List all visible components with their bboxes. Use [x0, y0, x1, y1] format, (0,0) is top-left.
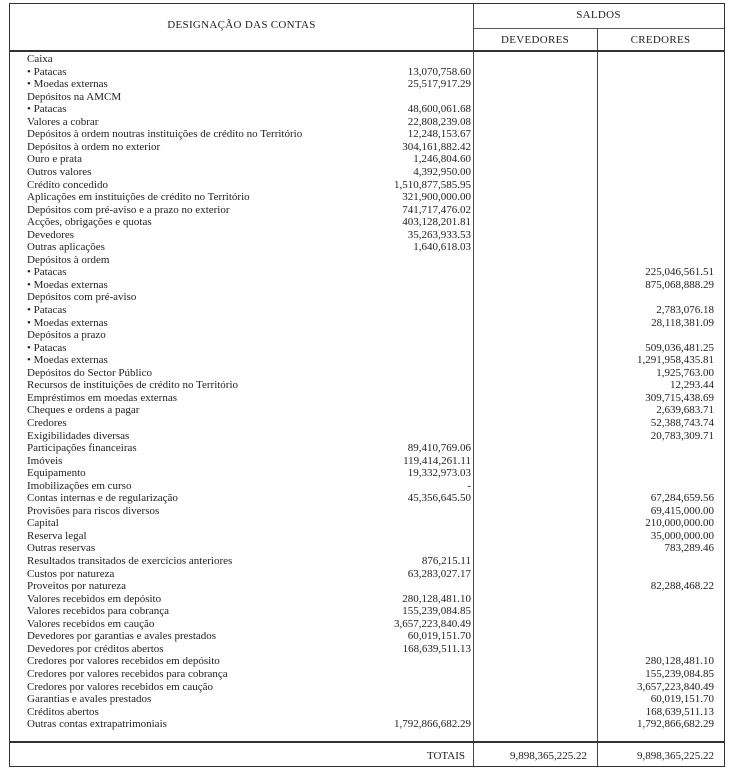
account-label: Exigibilidades diversas — [27, 429, 130, 442]
balance-table — [9, 3, 725, 767]
table-row — [10, 467, 724, 480]
account-label: Outras reservas — [27, 542, 96, 555]
credores-value: 2,639,683.71 — [656, 404, 714, 417]
header-devedores: DEVEDORES — [500, 34, 570, 46]
account-label: Depósitos à ordem no exterior — [27, 140, 161, 153]
account-label: • Patacas — [27, 103, 67, 116]
devedores-value: 155,239,084.85 — [402, 605, 471, 618]
devedores-value: 25,517,917.29 — [407, 78, 471, 91]
credores-value: 1,925,763.00 — [656, 366, 714, 379]
account-label: Caixa — [27, 53, 53, 65]
account-label: Capital — [27, 517, 59, 530]
credores-value: 2,783,076.18 — [656, 304, 714, 316]
devedores-value: 119,414,261.11 — [403, 454, 471, 467]
table-row — [10, 430, 724, 443]
table-row — [10, 116, 724, 129]
account-label: Depósitos à ordem noutras instituições de crédito no Território — [27, 128, 303, 141]
table-row — [10, 530, 724, 543]
account-label: Empréstimos em moedas externas — [27, 391, 177, 404]
credores-value: 783,289.46 — [664, 542, 714, 555]
table-row — [10, 367, 724, 380]
credores-value: 155,239,084.85 — [645, 667, 714, 680]
header-divider — [10, 50, 724, 52]
table-row — [10, 141, 724, 154]
credores-value: 509,036,481.25 — [645, 341, 714, 354]
credores-value: 168,639,511.13 — [645, 705, 714, 718]
account-label: Valores recebidos para cobrança — [27, 605, 170, 618]
totals-credores: 9,898,365,225.22 — [637, 750, 714, 762]
account-label: Ouro e prata — [27, 153, 82, 166]
table-row — [10, 542, 724, 555]
account-label: Provisões para riscos diversos — [27, 504, 160, 517]
table-row — [10, 191, 724, 204]
account-label: Outras aplicações — [27, 241, 105, 254]
table-row — [10, 505, 724, 518]
account-label: Credores por valores recebidos em depósito — [27, 655, 220, 668]
credores-value: 69,415,000.00 — [650, 504, 714, 517]
account-label: Resultados transitados de exercícios anteriores — [27, 555, 233, 567]
devedores-value: - — [467, 479, 471, 492]
account-label: Devedores por garantias e avales prestados — [27, 630, 217, 643]
table-row — [10, 630, 724, 643]
table-row — [10, 103, 724, 116]
table-row — [10, 304, 724, 317]
account-label: Equipamento — [27, 467, 86, 480]
account-label: Depósitos a prazo — [27, 329, 106, 342]
account-label: • Patacas — [27, 304, 67, 316]
table-row — [10, 580, 724, 593]
table-row — [10, 417, 724, 430]
account-label: • Patacas — [27, 341, 67, 354]
table-row — [10, 593, 724, 606]
table-row — [10, 392, 724, 405]
credores-value: 3,657,223,840.49 — [637, 680, 714, 693]
account-label: • Patacas — [27, 65, 67, 78]
table-row — [10, 342, 724, 355]
devedores-value: 280,128,481.10 — [402, 592, 471, 605]
table-row — [10, 404, 724, 417]
account-label: • Moedas externas — [27, 316, 108, 329]
devedores-value: 63,283,027.17 — [407, 567, 471, 580]
credores-value: 280,128,481.10 — [645, 655, 714, 668]
credores-value: 60,019,151.70 — [650, 693, 714, 706]
account-label: Devedores por créditos abertos — [27, 642, 164, 655]
credores-value: 52,388,743.74 — [650, 416, 714, 429]
account-label: • Moedas externas — [27, 278, 108, 291]
devedores-value: 168,639,511.13 — [402, 642, 471, 655]
credores-value: 82,288,468.22 — [650, 580, 714, 593]
devedores-value: 45,356,645.50 — [407, 492, 471, 505]
table-row — [10, 317, 724, 330]
account-label: Devedores — [27, 228, 75, 241]
account-label: Recursos de instituições de crédito no Território — [27, 379, 239, 392]
table-row — [10, 517, 724, 530]
devedores-value: 3,657,223,840.49 — [394, 617, 471, 630]
credores-value: 309,715,438.69 — [645, 391, 714, 404]
table-row — [10, 128, 724, 141]
account-label: • Moedas externas — [27, 354, 108, 367]
account-label: Aplicações em instituições de crédito no Território — [27, 191, 250, 204]
account-label: Acções, obrigações e quotas — [27, 216, 152, 229]
table-row — [10, 254, 724, 267]
table-row — [10, 681, 724, 694]
table-row — [10, 279, 724, 292]
credores-value: 28,118,381.09 — [651, 316, 714, 329]
account-label: Outras contas extrapatrimoniais — [27, 718, 167, 731]
devedores-value: 1,246,804.60 — [413, 153, 471, 166]
table-row — [10, 179, 724, 192]
header-saldos: SALDOS — [576, 9, 621, 21]
account-label: Valores recebidos em caução — [27, 617, 155, 630]
devedores-value: 403,128,201.81 — [402, 216, 471, 229]
table-row — [10, 655, 724, 668]
table-row — [10, 153, 724, 166]
table-row — [10, 693, 724, 706]
totals-devedores: 9,898,365,225.22 — [510, 750, 587, 762]
devedores-value: 19,332,973.03 — [407, 467, 471, 480]
table-row — [10, 53, 724, 66]
account-label: Imóveis — [27, 454, 63, 467]
account-label: Participações financeiras — [27, 442, 137, 455]
account-label: Proveitos por natureza — [27, 580, 126, 593]
account-label: Depósitos na AMCM — [27, 90, 122, 103]
account-label: Depósitos do Sector Público — [27, 366, 152, 379]
account-label: Depósitos com pré-aviso e a prazo no exterior — [27, 203, 230, 216]
table-row — [10, 643, 724, 656]
devedores-value: 35,263,933.53 — [407, 228, 471, 241]
account-label: Valores a cobrar — [27, 115, 99, 128]
table-row — [10, 668, 724, 681]
table-row — [10, 91, 724, 104]
account-label: Custos por natureza — [27, 567, 115, 580]
table-row — [10, 216, 724, 229]
devedores-value: 876,215.11 — [421, 555, 471, 567]
table-row — [10, 480, 724, 493]
account-label: Garantias e avales prestados — [27, 693, 152, 706]
table-row — [10, 78, 724, 91]
credores-value: 1,792,866,682.29 — [637, 718, 714, 731]
devedores-value: 13,070,758.60 — [407, 65, 471, 78]
table-row — [10, 718, 724, 731]
devedores-value: 12,248,153.67 — [407, 128, 471, 141]
account-label: Credores por valores recebidos para cobrança — [27, 667, 228, 680]
table-row — [10, 618, 724, 631]
devedores-value: 22,808,239.08 — [407, 115, 471, 128]
devedores-value: 1,792,866,682.29 — [394, 718, 471, 731]
devedores-value: 304,161,882.42 — [402, 140, 471, 153]
credores-value: 67,284,659.56 — [650, 492, 714, 505]
devedores-value: 1,640,618.03 — [413, 241, 471, 254]
account-label: Outros valores — [27, 165, 92, 178]
table-row — [10, 455, 724, 468]
account-label: Imobilizações em curso — [27, 479, 132, 492]
credores-value: 20,783,309.71 — [650, 429, 714, 442]
devedores-value: 60,019,151.70 — [407, 630, 471, 643]
table-row — [10, 291, 724, 304]
row-divider — [473, 28, 724, 29]
account-label: Crédito concedido — [27, 178, 108, 191]
table-row — [10, 266, 724, 279]
table-row — [10, 379, 724, 392]
table-row — [10, 66, 724, 79]
devedores-value: 741,717,476.02 — [402, 203, 471, 216]
devedores-value: 89,410,769.06 — [407, 442, 471, 455]
credores-value: 210,000,000.00 — [645, 517, 714, 530]
table-row — [10, 706, 724, 719]
header-credores: CREDORES — [630, 34, 691, 46]
devedores-value: 4,392,950.00 — [413, 165, 471, 178]
account-label: Credores por valores recebidos em caução — [27, 680, 214, 693]
credores-value: 875,068,888.29 — [645, 278, 714, 291]
header-designacao: DESIGNAÇÃO DAS CONTAS — [167, 19, 316, 31]
table-row — [10, 329, 724, 342]
credores-value: 35,000,000.00 — [650, 529, 714, 542]
account-label: Credores — [27, 416, 67, 429]
table-row — [10, 568, 724, 581]
account-label: Valores recebidos em depósito — [27, 592, 162, 605]
totals-divider — [10, 741, 724, 743]
account-label: Cheques e ordens a pagar — [27, 404, 140, 417]
devedores-value: 321,900,000.00 — [402, 191, 471, 204]
devedores-value: 1,510,877,585.95 — [394, 178, 471, 191]
account-label: Depósitos com pré-aviso — [27, 291, 137, 304]
table-row — [10, 442, 724, 455]
account-label: Reserva legal — [27, 529, 87, 542]
table-row — [10, 354, 724, 367]
table-row — [10, 605, 724, 618]
devedores-value: 48,600,061.68 — [407, 103, 471, 116]
credores-value: 12,293.44 — [670, 379, 714, 392]
table-row — [10, 492, 724, 505]
table-row — [10, 229, 724, 242]
account-label: • Moedas externas — [27, 78, 108, 91]
account-label: • Patacas — [27, 266, 67, 279]
account-label: Contas internas e de regularização — [27, 492, 178, 505]
table-row — [10, 555, 724, 568]
account-label: Depósitos à ordem — [27, 253, 110, 266]
table-row — [10, 204, 724, 217]
credores-value: 1,291,958,435.81 — [637, 354, 714, 367]
totals-label: TOTAIS — [426, 750, 465, 762]
table-row — [10, 166, 724, 179]
account-label: Créditos abertos — [27, 705, 99, 718]
credores-value: 225,046,561.51 — [645, 266, 714, 279]
table-row — [10, 241, 724, 254]
